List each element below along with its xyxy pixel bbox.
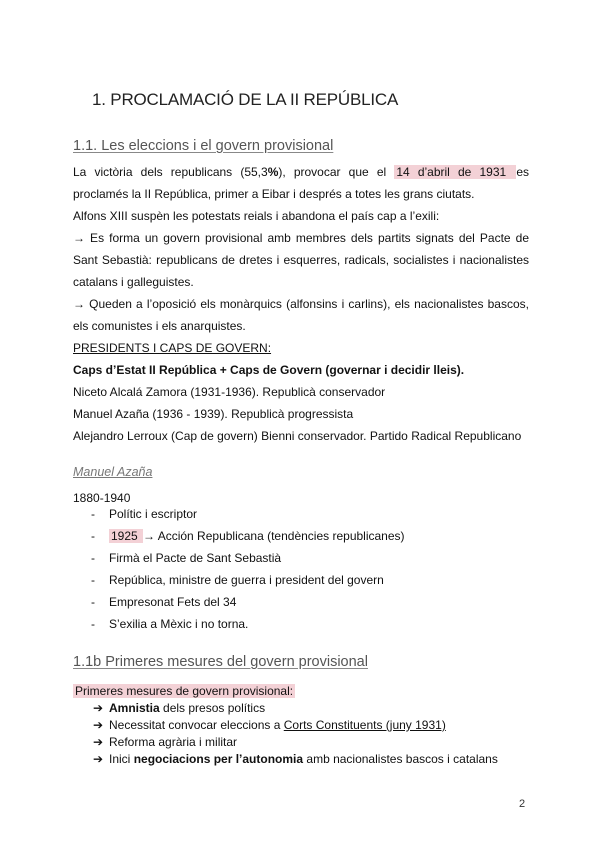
caps-estat-line: Caps d’Estat II República + Caps de Govern (governar i decidir lleis). xyxy=(73,363,465,377)
list-item-text: S’exilia a Mèxic i no torna. xyxy=(109,617,249,631)
list-item-text: Polític i escriptor xyxy=(109,507,198,521)
list-item xyxy=(91,507,197,521)
list-item xyxy=(93,718,446,732)
amnistia-bold: Amnistia xyxy=(109,701,160,715)
highlighted-intro: Primeres mesures de govern provisional: xyxy=(75,684,294,698)
list-item-text: República, ministre de guerra i president del govern xyxy=(109,573,384,587)
highlighted-year: 1925 xyxy=(111,529,142,543)
list-item xyxy=(91,573,384,587)
azana-heading: Manuel Azaña xyxy=(73,465,153,479)
presidents-heading: PRESIDENTS I CAPS DE GOVERN: xyxy=(73,341,272,355)
list-item xyxy=(93,752,498,766)
dash-marker: - xyxy=(91,551,95,565)
dash-marker: - xyxy=(91,573,95,587)
person-azana: Manuel Azaña (1936 - 1939). Republicà progressista xyxy=(73,407,354,421)
p1-text-c: es proclamés la II República, primer a Eibar i després a totes les grans ciutats. xyxy=(73,165,530,201)
dash-marker: - xyxy=(91,617,95,631)
section-heading-mesures: 1.1b Primeres mesures del govern provisional xyxy=(73,654,368,670)
dash-marker: - xyxy=(91,595,95,609)
highlighted-date: 14 d’abril de 1931 xyxy=(396,165,515,179)
list-item xyxy=(91,529,405,543)
list-item xyxy=(91,617,248,631)
list-item xyxy=(91,551,281,565)
person-lerroux: Alejandro Lerroux (Cap de govern) Bienni conservador. Partido Radical Republicano xyxy=(73,429,522,443)
dash-marker: - xyxy=(91,529,95,543)
list-item xyxy=(91,595,236,609)
paragraph-govern-provisional: → Es forma un govern provisional amb membres dels partits signats del Pacte de Sant Sebastià: republicans de dretes i esquerres, radicals, socialistes i nacionalistes catalans i galleguistes. xyxy=(73,231,529,289)
list-item-text: Firmà el Pacte de Sant Sebastià xyxy=(109,551,282,565)
p1-text-a: La victòria dels republicans (55,3 xyxy=(73,165,268,179)
mesures-intro xyxy=(73,684,295,698)
paragraph-oposicio: → Queden a l’oposició els monàrquics (alfonsins i carlins), els nacionalistes bascos, els comunistes i els anarquistes. xyxy=(73,297,529,333)
list-item-text: Necessitat convocar eleccions a xyxy=(109,718,284,732)
dash-marker: - xyxy=(91,507,95,521)
p1-text-b: ), provocar que el xyxy=(278,165,395,179)
arrow-icon: ➔ xyxy=(93,701,104,715)
section-heading-eleccions: 1.1. Les eleccions i el govern provisional xyxy=(73,138,334,154)
list-item xyxy=(93,735,237,749)
list-item-text: dels presos polítics xyxy=(159,701,266,715)
arrow-icon: ➔ xyxy=(93,735,104,749)
list-item-text: amb nacionalistes bascos i catalans xyxy=(303,752,498,766)
negociacions-bold: negociacions per l’autonomia xyxy=(133,752,304,766)
paragraph-victoria xyxy=(73,161,529,205)
list-item-text: → Acción Republicana (tendències republicanes) xyxy=(143,529,405,543)
paragraph-alfons: Alfons XIII suspèn les potestats reials i abandona el país cap a l’exili: xyxy=(73,209,440,223)
arrow-icon: ➔ xyxy=(93,718,104,732)
azana-years: 1880-1940 xyxy=(73,491,131,505)
p1-percent: % xyxy=(267,165,279,179)
list-item-text: Reforma agrària i militar xyxy=(109,735,238,749)
list-item-text: Empresonat Fets del 34 xyxy=(109,595,237,609)
list-item xyxy=(93,701,265,715)
person-alcala-zamora: Niceto Alcalá Zamora (1931-1936). Republicà conservador xyxy=(73,385,386,399)
corts-constituents: Corts Constituents (juny 1931) xyxy=(283,718,446,732)
page-number: 2 xyxy=(519,798,526,810)
page-title: 1. PROCLAMACIÓ DE LA II REPÚBLICA xyxy=(92,90,399,109)
list-item-text: Inici xyxy=(109,752,134,766)
arrow-icon: ➔ xyxy=(93,752,104,766)
